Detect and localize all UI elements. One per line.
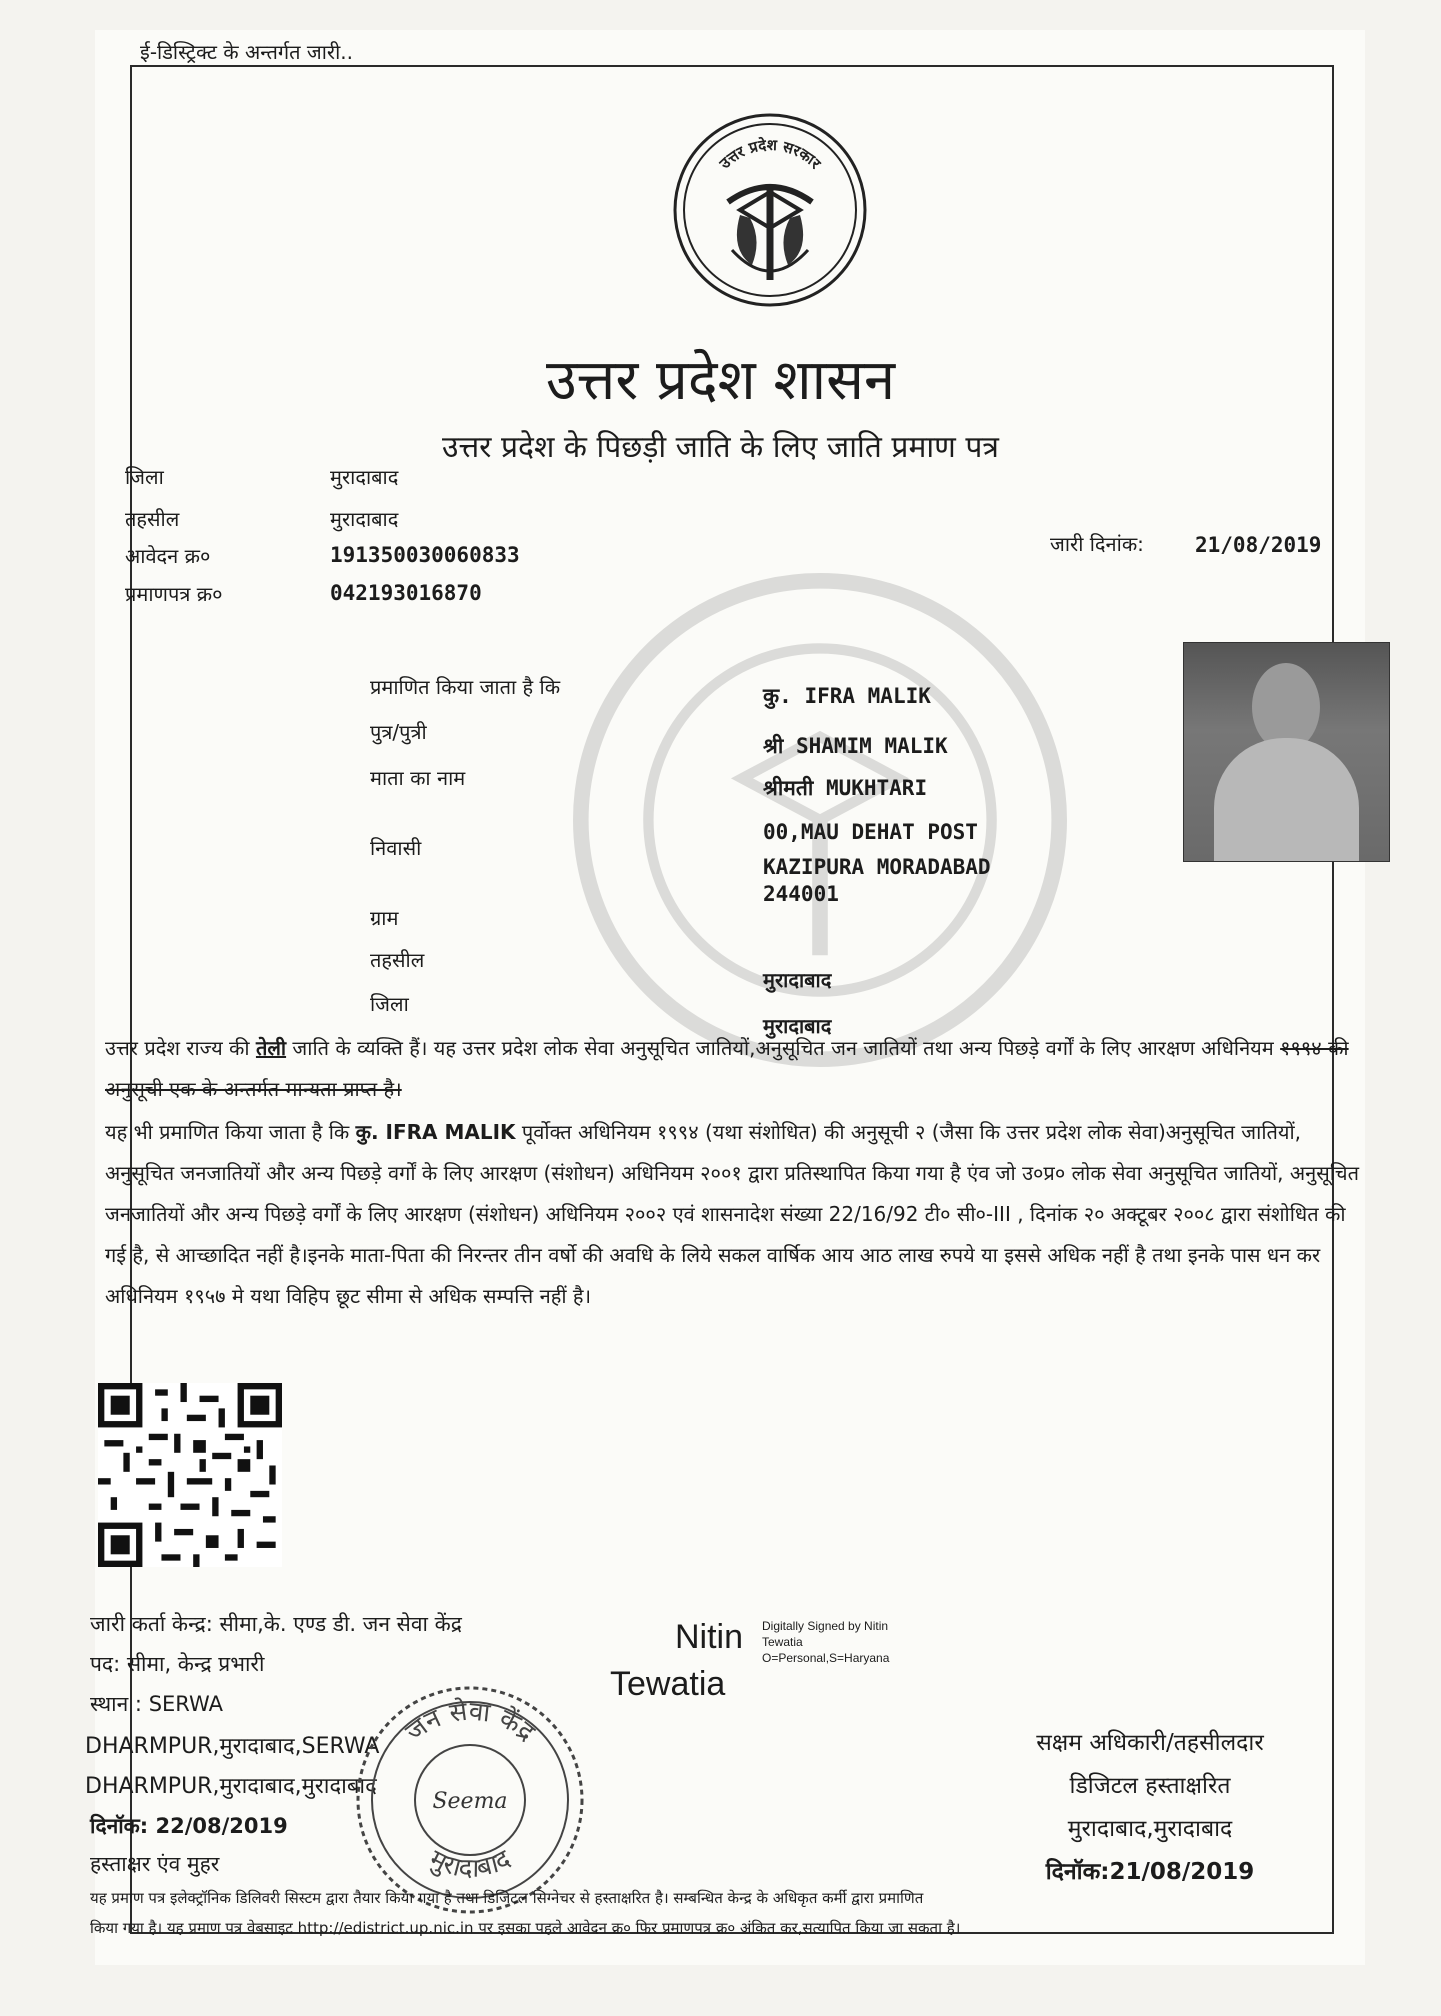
signer-first-name: Nitin [675,1618,744,1656]
issuer-date: दिनॉक: 22/08/2019 [90,1814,288,1838]
issue-date-label: जारी दिनांक: [1050,532,1144,556]
page-subtitle: उत्तर प्रदेश के पिछड़ी जाति के लिए जाति प्रमाण पत्र [442,430,999,465]
issuer-place-line-2: DHARMPUR,मुरादाबाद,SERWA [85,1734,380,1759]
footer-line-2: किया गया है। यह प्रमाण पत्र वेबसाइट http://edistrict.up.nic.in पर इसका पहले आवेदन क्र० फिर प्रमाणपत्र क्र० अंकित कर,सत्यापित किया जा सकता है। [90,1919,961,1937]
stamp-bottom-text: मुरादाबाद [424,1844,516,1884]
application-number-label: आवेदन क्र० [125,544,211,568]
detail-tehsil-value: मुरादाबाद [763,968,832,992]
signature-note: Digitally Signed by Nitin Tewatia O=Personal,S=Haryana [762,1619,890,1665]
stamp-signature: Seema [432,1789,508,1814]
certificate-number-label: प्रमाणपत्र क्र० [125,582,223,606]
father-name: श्री SHAMIM MALIK [763,734,948,758]
son-daughter-label: पुत्र/पुत्री [370,720,427,744]
applicant-photo [1183,642,1390,862]
svg-text:जन सेवा केंद्र [400,1696,541,1749]
authority-date: दिनॉक:21/08/2019 [1045,1859,1255,1885]
tehsil-label: तहसील [125,507,180,531]
svg-text:उत्तर प्रदेश सरकार [715,136,825,173]
detail-district-value: मुरादाबाद [763,1014,832,1038]
resident-label: निवासी [370,836,422,860]
signer-last-name: Tewatia [610,1665,726,1703]
authority-title: सक्षम अधिकारी/तहसीलदार [1036,1730,1264,1756]
issuer-center: जारी कर्ता केन्द्र: सीमा,के. एण्ड डी. जन सेवा केंद्र [90,1612,462,1636]
issuer-place-line-1: स्थान : SERWA [90,1692,224,1716]
issuer-place-line-3: DHARMPUR,मुरादाबाद,मुरादाबाद [85,1774,377,1799]
caste-statement: उत्तर प्रदेश राज्य की तेली जाति के व्यक्ति हैं। यह उत्तर प्रदेश लोक सेवा अनुसूचित जातियों,अनुसूचित जन जातियों तथा अन्य पिछड़े वर्गों के लिए आरक्षण अधिनियम १९९४ की अनुसूची एक के अन्तर्गत मान्यता प्राप्त है। [105,1036,1349,1101]
up-state-emblem-icon [670,110,870,310]
page-title: उत्तर प्रदेश शासन [545,348,896,413]
issue-date-value: 21/08/2019 [1195,533,1322,557]
address-line-3: 244001 [763,882,839,906]
creamy-layer-statement: यह भी प्रमाणित किया जाता है कि कु. IFRA MALIK पूर्वोक्त अधिनियम १९९४ (यथा संशोधित) की अनुसूची २ (जैसा कि उत्तर प्रदेश लोक सेवा)अनुसूचित जातियों, अनुसूचित जनजातियों और अन्य पिछड़े वर्गों के लिए आरक्षण (संशोधन) अधिनियम २००१ द्वारा प्रतिस्थापित किया गया है एंव जो उ०प्र० लोक सेवा अनुसूचित जातियों, अनुसूचित जनजातियों और अन्य पिछड़े वर्गों के लिए आरक्षण (संशोधन) अधिनियम २००२ एवं शासनादेश संख्या 22/16/92 टी० सी०-III , दिनांक २० अक्टूबर २००८ द्वारा संशोधित की गई है, से आच्छादित नहीं है।इनके माता-पिता की निरन्तर तीन वर्षो की अवधि के लिये सकल वार्षिक आय आठ लाख रुपये या इससे अधिक नहीं है तथा इनके पास धन कर अधिनियम १९५७ मे यथा विहिप छूट सीमा से अधिक सम्पत्ति नहीं है। [105,1120,1360,1308]
application-number-value: 191350030060833 [330,543,520,567]
authority-digital: डिजिटल हस्ताक्षरित [1069,1773,1231,1799]
emblem-text: उत्तर प्रदेश सरकार [715,135,825,173]
authority-place: मुरादाबाद,मुरादाबाद [1067,1816,1233,1842]
issuer-sign-seal: हस्ताक्षर एंव मुहर [90,1852,220,1876]
detail-tehsil-label: तहसील [370,948,425,972]
address-line-2: KAZIPURA MORADABAD [763,855,991,879]
district-value: मुरादाबाद [330,465,399,489]
header-note: ई-डिस्ट्रिक्ट के अन्तर्गत जारी.. [140,40,353,64]
detail-district-label: जिला [370,992,409,1016]
stamp-outer-text: जन सेवा केंद्र [400,1696,541,1748]
seal-stamp [350,1680,590,1920]
issuer-post: पद: सीमा, केन्द्र प्रभारी [90,1652,265,1676]
village-label: ग्राम [370,906,399,930]
certified-label: प्रमाणित किया जाता है कि [370,675,561,699]
authority-block [960,1722,1340,1894]
tehsil-value: मुरादाबाद [330,507,399,531]
mother-label: माता का नाम [370,766,466,790]
certificate-number-value: 042193016870 [330,581,482,605]
qr-code [98,1380,282,1570]
footer-line-1: यह प्रमाण पत्र इलेक्ट्रॉनिक डिलिवरी सिस्टम द्वारा तैयार किया गया है तथा डिजिटल सिग्नेचर से हस्ताक्षरित है। सम्बन्धित केन्द्र के अधिकृत कर्मी द्वारा प्रमाणित [90,1889,924,1907]
district-label: जिला [125,465,164,489]
address-line-1: 00,MAU DEHAT POST [763,820,978,844]
mother-name: श्रीमती MUKHTARI [763,776,928,800]
applicant-name: कु. IFRA MALIK [763,684,931,708]
svg-text:मुरादाबाद [425,1844,517,1884]
